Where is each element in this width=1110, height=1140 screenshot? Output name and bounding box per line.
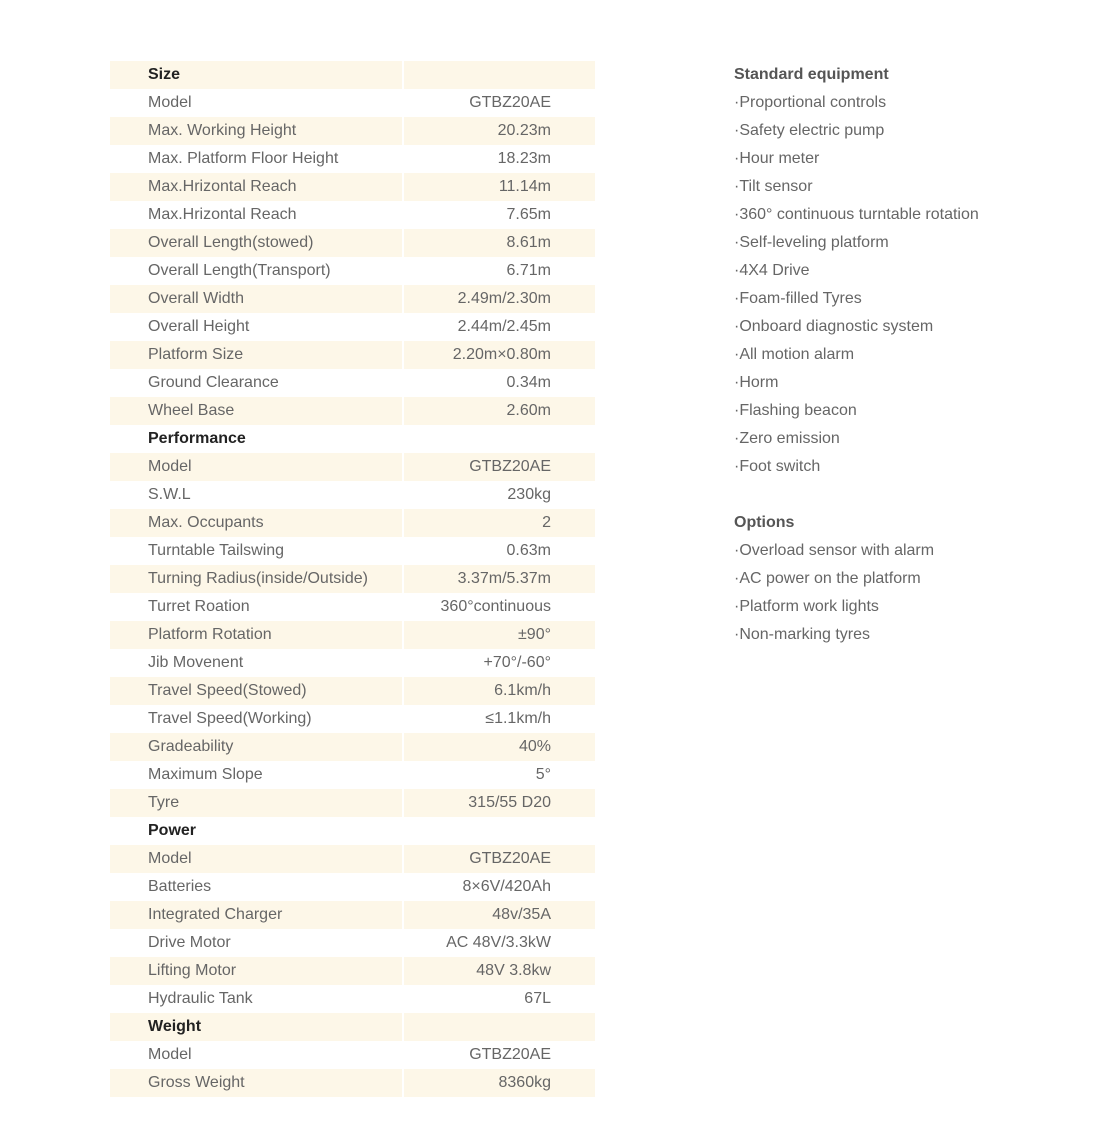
standard-equipment-list: [734, 89, 1094, 481]
spec-row: [110, 985, 595, 1013]
equipment-item: ·Flashing beacon: [734, 402, 857, 419]
spec-row: [110, 761, 595, 789]
spec-label: Gradeability: [110, 733, 404, 761]
spec-value: 48v/35A: [492, 906, 551, 923]
spec-label: Tyre: [110, 789, 404, 817]
spec-value: 2.49m/2.30m: [457, 290, 551, 307]
spec-value: 11.14m: [498, 178, 551, 195]
spec-label: Model: [110, 845, 404, 873]
section-header-row: [110, 425, 595, 453]
equipment-item: ·Horm: [734, 374, 779, 391]
standard-equipment-heading: Standard equipment: [734, 66, 889, 83]
spec-row: [110, 453, 595, 481]
spec-row: [110, 845, 595, 873]
spec-row: [110, 229, 595, 257]
spec-value: 8360kg: [498, 1074, 551, 1091]
spec-row: [110, 565, 595, 593]
spec-label: Overall Width: [110, 285, 404, 313]
section-title: Size: [110, 61, 404, 89]
spec-value: 7.65m: [506, 206, 551, 223]
section-header-row: [110, 1013, 595, 1041]
spec-row: [110, 341, 595, 369]
spec-label: Max. Platform Floor Height: [110, 145, 404, 173]
spec-row: [110, 89, 595, 117]
spec-value: AC 48V/3.3kW: [446, 934, 551, 951]
spec-row: [110, 929, 595, 957]
spec-value: 2: [542, 514, 551, 531]
spec-value: GTBZ20AE: [469, 94, 551, 111]
spec-value: 67L: [524, 990, 551, 1007]
spec-label: Model: [110, 1041, 404, 1069]
option-item: ·Platform work lights: [734, 598, 879, 615]
spec-row: [110, 873, 595, 901]
spec-value: 0.63m: [506, 542, 551, 559]
equipment-item: ·Proportional controls: [734, 94, 887, 111]
spec-row: [110, 733, 595, 761]
spec-label: Platform Size: [110, 341, 404, 369]
section-title: Weight: [110, 1013, 404, 1041]
equipment-item: ·Tilt sensor: [734, 178, 813, 195]
spec-label: Batteries: [110, 873, 404, 901]
spec-row: [110, 313, 595, 341]
equipment-panel: [734, 61, 1094, 649]
spec-label: Ground Clearance: [110, 369, 404, 397]
equipment-item: ·Zero emission: [734, 430, 840, 447]
spec-row: [110, 957, 595, 985]
spec-row: [110, 117, 595, 145]
option-item: ·Overload sensor with alarm: [734, 542, 935, 559]
spec-label: Model: [110, 453, 404, 481]
spec-value: ±90°: [518, 626, 551, 643]
spec-value: [404, 425, 593, 453]
spec-value: 2.60m: [506, 402, 551, 419]
spec-row: [110, 537, 595, 565]
spec-label: Overall Length(stowed): [110, 229, 404, 257]
section-title: Power: [110, 817, 404, 845]
spec-value: 230kg: [507, 486, 551, 503]
spec-label: Max. Occupants: [110, 509, 404, 537]
spec-row: [110, 481, 595, 509]
spec-value: 315/55 D20: [468, 794, 551, 811]
spec-value: ≤1.1km/h: [485, 710, 551, 727]
spec-row: [110, 901, 595, 929]
spec-value: 20.23m: [497, 122, 551, 139]
spec-value: 2.20m×0.80m: [452, 346, 551, 363]
spec-value: 6.1km/h: [494, 682, 551, 699]
spec-row: [110, 649, 595, 677]
spec-row: [110, 201, 595, 229]
spacer: [734, 481, 1094, 509]
equipment-item: ·Foam-filled Tyres: [734, 290, 862, 307]
spec-value: +70°/-60°: [483, 654, 551, 671]
spec-label: Platform Rotation: [110, 621, 404, 649]
spec-label: Max. Working Height: [110, 117, 404, 145]
options-heading: Options: [734, 514, 795, 531]
spec-value: 18.23m: [497, 150, 551, 167]
spec-row: [110, 173, 595, 201]
spec-row: [110, 1041, 595, 1069]
options-list: [734, 537, 1094, 649]
section-header-row: [110, 817, 595, 845]
spec-value: 5°: [535, 766, 551, 783]
spec-label: Turning Radius(inside/Outside): [110, 565, 404, 593]
equipment-item: ·4X4 Drive: [734, 262, 810, 279]
spec-row: [110, 593, 595, 621]
spec-value: [404, 1013, 593, 1041]
spec-label: S.W.L: [110, 481, 404, 509]
spec-label: Drive Motor: [110, 929, 404, 957]
spec-row: [110, 621, 595, 649]
spec-row: [110, 509, 595, 537]
spec-row: [110, 677, 595, 705]
spec-label: Gross Weight: [110, 1069, 404, 1097]
spec-table: [110, 61, 595, 1097]
spec-value: [404, 61, 593, 89]
spec-label: Overall Height: [110, 313, 404, 341]
spec-value: 6.71m: [506, 262, 551, 279]
spec-row: [110, 145, 595, 173]
section-title: Performance: [110, 425, 404, 453]
spec-label: Turntable Tailswing: [110, 537, 404, 565]
spec-value: GTBZ20AE: [469, 850, 551, 867]
spec-value: 2.44m/2.45m: [457, 318, 551, 335]
equipment-item: ·Safety electric pump: [734, 122, 885, 139]
equipment-item: ·Foot switch: [734, 458, 821, 475]
spec-row: [110, 789, 595, 817]
spec-row: [110, 285, 595, 313]
spec-row: [110, 397, 595, 425]
spec-label: Travel Speed(Stowed): [110, 677, 404, 705]
spec-value: 8×6V/420Ah: [462, 878, 551, 895]
spec-value: 48V 3.8kw: [476, 962, 551, 979]
spec-label: Overall Length(Transport): [110, 257, 404, 285]
equipment-item: ·Self-leveling platform: [734, 234, 889, 251]
option-item: ·AC power on the platform: [734, 570, 921, 587]
spec-value: [404, 817, 593, 845]
spec-label: Model: [110, 89, 404, 117]
equipment-item: ·360° continuous turntable rotation: [734, 206, 979, 223]
spec-row: [110, 705, 595, 733]
spec-label: Lifting Motor: [110, 957, 404, 985]
spec-label: Maximum Slope: [110, 761, 404, 789]
spec-label: Travel Speed(Working): [110, 705, 404, 733]
spec-label: Max.Hrizontal Reach: [110, 173, 404, 201]
equipment-item: ·Onboard diagnostic system: [734, 318, 934, 335]
spec-value: 3.37m/5.37m: [457, 570, 551, 587]
section-header-row: [110, 61, 595, 89]
spec-label: Integrated Charger: [110, 901, 404, 929]
option-item: ·Non-marking tyres: [734, 626, 871, 643]
spec-value: 0.34m: [506, 374, 551, 391]
spec-value: 8.61m: [506, 234, 551, 251]
spec-row: [110, 257, 595, 285]
spec-label: Jib Movenent: [110, 649, 404, 677]
spec-row: [110, 1069, 595, 1097]
spec-label: Hydraulic Tank: [110, 985, 404, 1013]
spec-row: [110, 369, 595, 397]
spec-value: 40%: [518, 738, 551, 755]
spec-value: GTBZ20AE: [469, 1046, 551, 1063]
spec-label: Max.Hrizontal Reach: [110, 201, 404, 229]
spec-label: Wheel Base: [110, 397, 404, 425]
spec-value: 360°continuous: [440, 598, 551, 615]
equipment-item: ·All motion alarm: [734, 346, 855, 363]
spec-label: Turret Roation: [110, 593, 404, 621]
equipment-item: ·Hour meter: [734, 150, 820, 167]
spec-value: GTBZ20AE: [469, 458, 551, 475]
